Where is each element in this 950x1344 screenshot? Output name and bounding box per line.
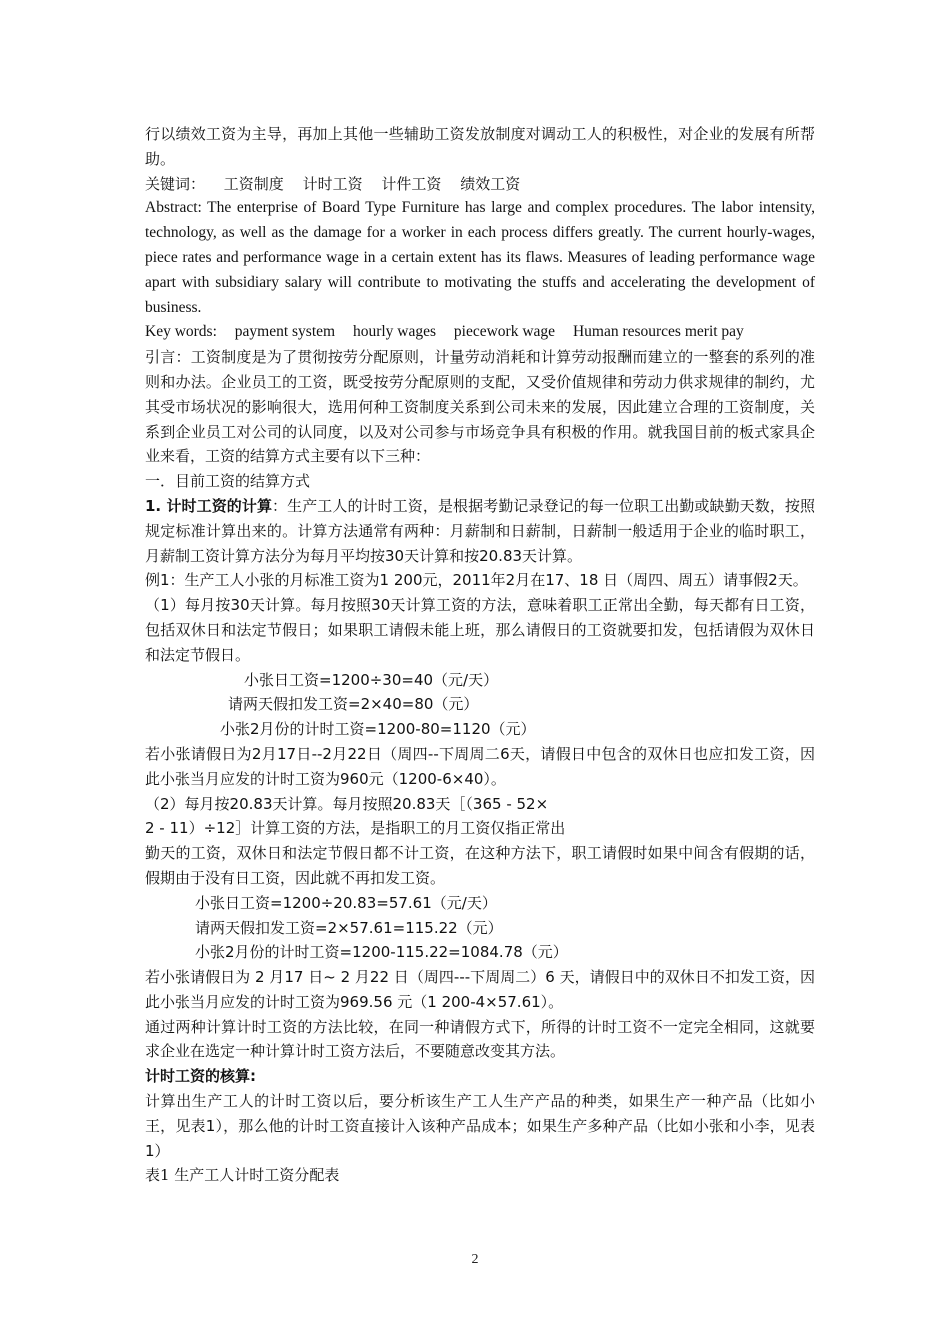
preface: 引言：工资制度是为了贯彻按劳分配原则，计量劳动消耗和计算劳动报酬而建立的一整套的系列的准则和办法。企业员工的工资，既受按劳分配原则的支配，又受价值规律和劳动力供求规律的制约，尤其受市场状况的影响很大，选用何种工资制度关系到公司未来的发展，因此建立合理的工资制度，关系到企业员工对公司的认同度，以及对公司参与市场竞争具有积极的作用。就我国目前的板式家具企业来看，工资的结算方式主要有以下三种： [145,348,815,466]
keyword: hourly wages [352,323,437,341]
item1-paragraph [145,494,815,568]
calc1-line3: 小张2月份的计时工资=1200-80=1120（元） [220,720,536,739]
keyword: 计时工资 [302,174,363,193]
keyword: 工资制度 [223,174,284,193]
abstract-en: Abstract: The enterprise of Board Type Furniture has large and complex procedures. The labor intensity, technology, as well as the damage for a worker in each process differs greatly. The current hourly-wages, piece rates and performance wage in a certain extent has its flaws. Measures of leading performance wage apart with subsidiary salary will contribute to motivating the stuffs and accelerating the development of business. [145,199,815,316]
method2-line2: 2 - 11）÷12］计算工资的方法，是指职工的月工资仅指正常出 [145,819,566,838]
keyword: Human resources merit pay [572,323,744,341]
keyword: piecework wage [453,323,556,341]
page-number: 2 [471,1252,479,1267]
document-body [145,122,815,1188]
keyword: 绩效工资 [460,174,521,193]
calc1-line2: 请两天假扣发工资=2×40=80（元） [228,695,479,714]
accounting-heading: 计时工资的核算: [145,1067,256,1086]
case1: 若小张请假日为2月17日--2月22日（周四--下周周二6天，请假日中包含的双休日也应扣发工资，因此小张当月应发的计时工资为960元（1200-6×40）。 [145,744,815,788]
table1-caption: 表1 生产工人计时工资分配表 [145,1166,340,1185]
calc2-line2: 请两天假扣发工资=2×57.61=115.22（元） [195,918,503,937]
keywords-cn [145,172,815,197]
method2-rest: 勤天的工资，双休日和法定节假日都不计工资，在这种方法下，职工请假时如果中间含有假期的话，假期由于没有日工资，因此就不再扣发工资。 [145,844,815,887]
case2: 若小张请假日为 2 月17 日~ 2 月22 日（周四---下周周二）6 天，请假日中的双休日不扣发工资，因此小张当月应发的计时工资为969.56 元（1 200-4×57.61）。 [145,968,815,1011]
section-heading: 一．目前工资的结算方式 [145,472,311,491]
keywords-en [145,320,815,345]
calc2-line3: 小张2月份的计时工资=1200-115.22=1084.78（元） [195,943,568,962]
method1: （1）每月按30天计算。每月按照30天计算工资的方法，意味着职工正常出全勤，每天都有日工资，包括双休日和法定节假日；如果职工请假未能上班，那么请假日的工资就要扣发，包括请假为双休日和法定节假日。 [145,596,815,664]
intro-tail: 行以绩效工资为主导，再加上其他一些辅助工资发放制度对调动工人的积极性，对企业的发展有所帮助。 [145,125,815,168]
comparison: 通过两种计算计时工资的方法比较，在同一种请假方式下，所得的计时工资不一定完全相同，这就要求企业在选定一种计算计时工资方法后，不要随意改变其方法。 [145,1017,815,1061]
method2-line1: （2）每月按20.83天计算。每月按照20.83天［（365 - 52× [145,794,549,813]
keyword: payment system [234,323,336,341]
calc1-line1: 小张日工资=1200÷30=40（元/天） [244,670,499,689]
accounting-body: 计算出生产工人的计时工资以后，要分析该生产工人生产产品的种类，如果生产一种产品（比如小王，见表1），那么他的计时工资直接计入该种产品成本；如果生产多种产品（比如小张和小李，见表1） [145,1092,815,1160]
keywords-cn-label: 关键词： [145,174,206,193]
item1-body: ：生产工人的计时工资，是根据考勤记录登记的每一位职工出勤或缺勤天数，按照规定标准计算出来的。计算方法通常有两种：月薪制和日薪制，日薪制一般适用于企业的临时职工，月薪制工资计算方法分为每月平均按30天计算和按20.83天计算。 [145,496,816,565]
item1-title: 1. 计时工资的计算 [145,496,273,515]
keyword: 计件工资 [381,174,442,193]
example1: 例1：生产工人小张的月标准工资为1 200元，2011年2月在17、18 日（周四、周五）请事假2天。 [145,571,808,590]
keywords-en-label: Key words: [145,323,217,341]
calc2-line1: 小张日工资=1200÷20.83=57.61（元/天） [195,893,497,912]
